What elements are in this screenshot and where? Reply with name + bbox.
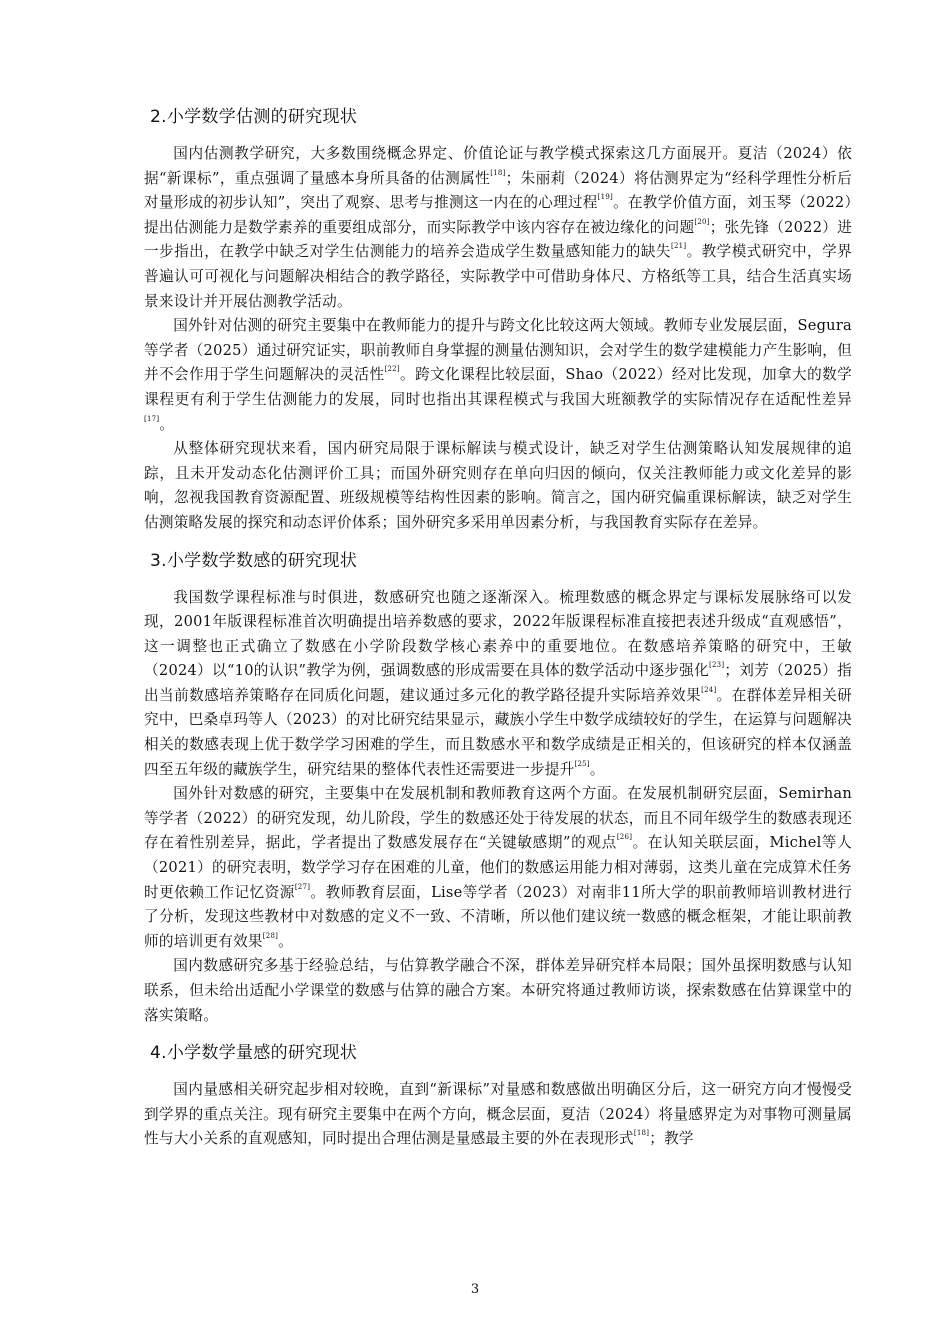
text-run: 。教学模式研究中，学界普遍认可可视化与问题解决相结合的教学路径，实际教学中可借助身体尺、方格纸等工具，结合生活真实场景来设计并开展估测教学活动。 [144, 243, 852, 310]
citation-ref: [23] [709, 661, 725, 670]
text-run: 国内数感研究多基于经验总结，与估算教学融合不深，群体差异研究样本局限；国外虽探明数感与认知联系，但未给出适配小学课堂的数感与估算的融合方案。本研究将通过教师访谈，探索数感在估算课堂中的落实策略。 [144, 957, 852, 1024]
body-paragraph [144, 954, 852, 1028]
body-paragraph [144, 437, 852, 535]
citation-ref: [21] [670, 242, 687, 251]
text-run: ；刘芳（2025）指出当前数感培养策略存在同质化问题，建议通过多元化的教学路径提升实际培养效果 [144, 662, 852, 704]
text-run: 。在群体差异相关研究中，巴桑卓玛等人（2023）的对比研究结果显示，藏族小学生中数学成绩较好的学生，在运算与问题解决相关的数感表现上优于数学学习困难的学生，而且数感水平和数学成绩是正相关的，但该研究的样本仅涵盖四至五年级的藏族学生，研究结果的整体代表性还需要进一步提升 [144, 686, 852, 778]
text-run: 。 [278, 932, 293, 950]
citation-ref: [26] [616, 833, 633, 842]
text-run: ；朱丽莉（2024）将估测界定为“经科学理性分析后对量形成的初步认知”，突出了观察、思考与推测这一内在的心理过程 [144, 169, 852, 212]
text-run: ；张先锋（2022）进一步指出，在教学中缺乏对学生估测能力的培养会造成学生数量感知能力的缺失 [144, 218, 852, 261]
body-paragraph [144, 1078, 852, 1152]
citation-ref: [27] [294, 882, 311, 891]
text-run: 。 [589, 760, 605, 778]
section-heading: 2.小学数学估测的研究现状 [150, 107, 358, 127]
citation-ref: [18] [490, 168, 506, 177]
body-paragraph [144, 314, 852, 437]
text-run: 国外针对数感的研究，主要集中在发展机制和教师教育这两个方面。在发展机制研究层面，Semirhan等学者（2022）的研究发现，幼儿阶段，学生的数感还处于待发展的状态，而且不同年级学生的数感表现还存在着性别差异，据此，学者提出了数感发展存在“关键敏感期”的观点 [144, 785, 852, 852]
citation-ref: [25] [574, 759, 590, 768]
citation-ref: [18] [633, 1129, 650, 1138]
citation-ref: [20] [694, 217, 710, 226]
citation-ref: [22] [384, 365, 400, 374]
section-1 [144, 104, 852, 536]
text-run: 。在教学价值方面，刘玉琴（2022）提出估测能力是数学素养的重要组成部分，而实际教学中该内容存在被边缘化的问题 [144, 194, 853, 236]
text-run: 。教师教育层面，Lise等学者（2023）对南非11所大学的职前教师培训教材进行了分析，发现这些教材中对数感的定义不一致、不清晰，所以他们建议统一数感的概念框架，才能让职前教师的培训更有效果 [144, 883, 852, 950]
page-number: 3 [470, 1282, 480, 1297]
section-2 [144, 548, 852, 1029]
body-paragraph [144, 782, 852, 954]
citation-ref: [28] [262, 931, 279, 940]
text-run: 。 [159, 415, 175, 433]
text-run: 我国数学课程标准与时俱进，数感研究也随之逐渐深入。梳理数感的概念界定与课标发展脉络可以发现，2001年版课程标准首次明确提出培养数感的要求，2022年版课程标准直接把表述升级成“直观感悟”，这一调整也正式确立了数感在小学阶段数学核心素养中的重要地位。在数感培养策略的研究中，王敏（2024）以“10的认识”教学为例，强调数感的形成需要在具体的数学活动中逐步强化 [144, 588, 852, 680]
body-paragraph [144, 586, 852, 783]
text-run: 。在认知关联层面，Michel等人（2021）的研究表明，数学学习存在困难的儿童，他们的数感运用能力相对薄弱，这类儿童在完成算术任务时更依赖工作记忆资源 [144, 834, 852, 901]
text-run: 国内估测教学研究，大多数围绕概念界定、价值论证与教学模式探索这几方面展开。夏洁（2024）依据“新课标”，重点强调了量感本身所具备的估测属性 [144, 145, 852, 187]
text-run: 国外针对估测的研究主要集中在教师能力的提升与跨文化比较这两大领域。教师专业发展层面，Segura等学者（2025）通过研究证实，职前教师自身掌握的测量估测知识，会对学生的数学建模能力产生影响，但并不会作用于学生问题解决的灵活性 [144, 317, 852, 384]
citation-ref: [24] [701, 685, 717, 694]
section-3 [144, 1040, 852, 1152]
text-run: 。跨文化课程比较层面，Shao（2022）经对比发现，加拿大的数学课程更有利于学生估测能力的发展，同时也指出其课程模式与我国大班额教学的实际情况存在适配性差异 [144, 366, 852, 408]
section-heading: 4.小学数学量感的研究现状 [150, 1043, 358, 1064]
body-paragraph [144, 142, 852, 314]
text-run: ；教学 [649, 1130, 694, 1148]
text-run: 从整体研究现状来看，国内研究局限于课标解读与模式设计，缺乏对学生估测策略认知发展规律的追踪，且未开发动态化估测评价工具；而国外研究则存在单向归因的倾向，仅关注教师能力或文化差异的影响，忽视我国教育资源配置、班级规模等结构性因素的影响。简言之，国内研究偏重课标解读，缺乏对学生估测策略发展的探究和动态评价体系；国外研究多采用单因素分析，与我国教育实际存在差异。 [144, 440, 852, 531]
citation-ref: [17] [144, 414, 160, 423]
text-run: 国内量感相关研究起步相对较晚，直到“新课标”对量感和数感做出明确区分后，这一研究方向才慢慢受到学界的重点关注。现有研究主要集中在两个方向，概念层面，夏洁（2024）将量感界定为对事物可测量属性与大小关系的直观感知，同时提出合理估测是量感最主要的外在表现形式 [144, 1081, 852, 1148]
section-heading: 3.小学数学数感的研究现状 [150, 550, 358, 571]
page-content [144, 104, 852, 1152]
citation-ref: [19] [597, 193, 614, 202]
